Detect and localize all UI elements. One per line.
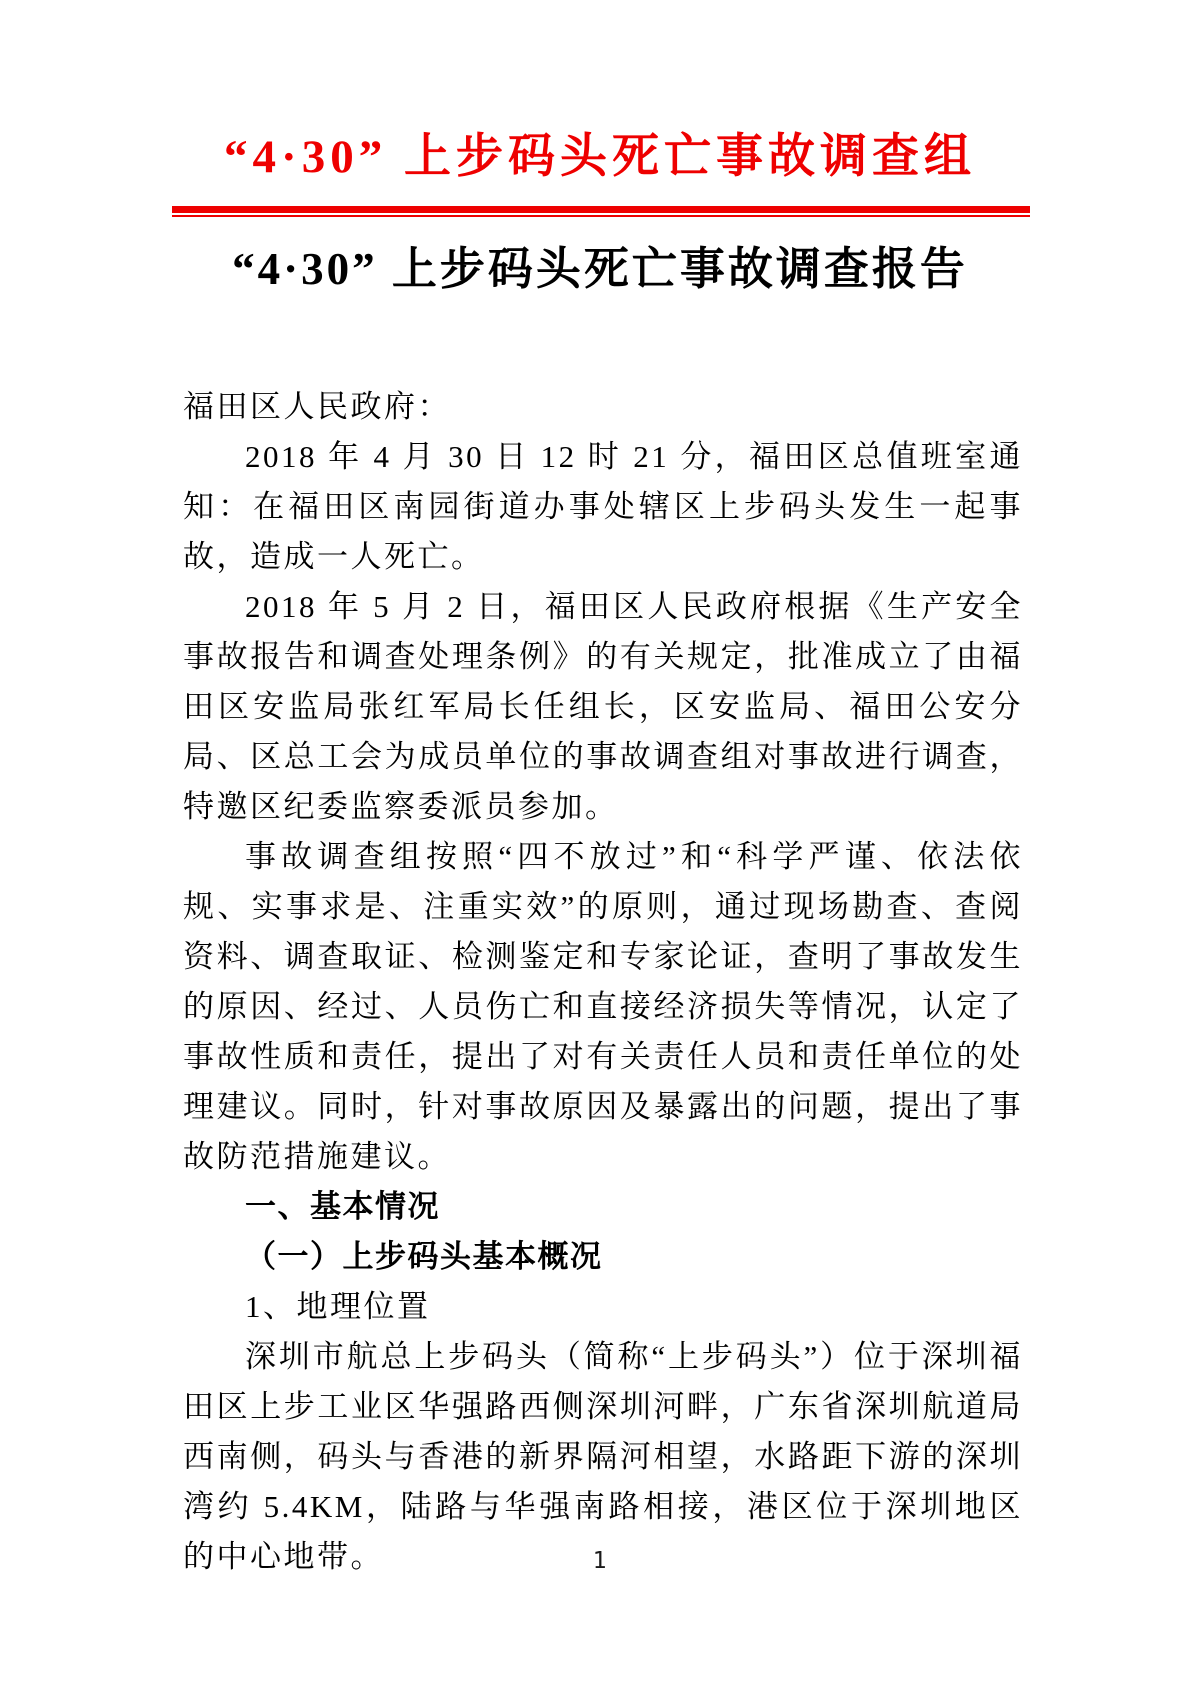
heading-wharf-overview: （一）上步码头基本概况 xyxy=(245,1239,603,1274)
heading-basic-situation: 一、基本情况 xyxy=(245,1189,440,1224)
letterhead-divider xyxy=(172,206,1030,217)
report-title: “4·30” 上步码头死亡事故调查报告 xyxy=(232,244,968,294)
salutation-line: 福田区人民政府： xyxy=(183,389,451,424)
subheading-geographic-location: 1、地理位置 xyxy=(245,1289,431,1324)
divider-thick-line xyxy=(172,206,1030,213)
divider-thin-line xyxy=(172,215,1030,217)
paragraph-incident-notice: 2018 年 4 月 30 日 12 时 21 分，福田区总值班室通知：在福田区南园街道办事处辖区上步码头发生一起事故，造成一人死亡。 xyxy=(183,439,1023,574)
paragraph-investigation-team: 2018 年 5 月 2 日，福田区人民政府根据《生产安全事故报告和调查处理条例》的有关规定，批准成立了由福田区安监局张红军局长任组长，区安监局、福田公安分局、区总工会为成员单位的事故调查组对事故进行调查，特邀区纪委监察委派员参加。 xyxy=(183,589,1023,824)
paragraph-investigation-principles: 事故调查组按照“四不放过”和“科学严谨、依法依规、实事求是、注重实效”的原则，通过现场勘查、查阅资料、调查取证、检测鉴定和专家论证，查明了事故发生的原因、经过、人员伤亡和直接经济损失等情况，认定了事故性质和责任，提出了对有关责任人员和责任单位的处理建议。同时，针对事故原因及暴露出的问题，提出了事故防范措施建议。 xyxy=(183,839,1023,1174)
report-body xyxy=(183,382,1023,1582)
letterhead-banner-title: “4·30” 上步码头死亡事故调查组 xyxy=(224,131,976,183)
page-number: 1 xyxy=(592,1548,607,1574)
paragraph-location-description: 深圳市航总上步码头（简称“上步码头”）位于深圳福田区上步工业区华强路西侧深圳河畔，广东省深圳航道局西南侧，码头与香港的新界隔河相望，水路距下游的深圳湾约 5.4KM，陆路与华强南路相接，港区位于深圳地区的中心地带。 xyxy=(183,1339,1023,1574)
